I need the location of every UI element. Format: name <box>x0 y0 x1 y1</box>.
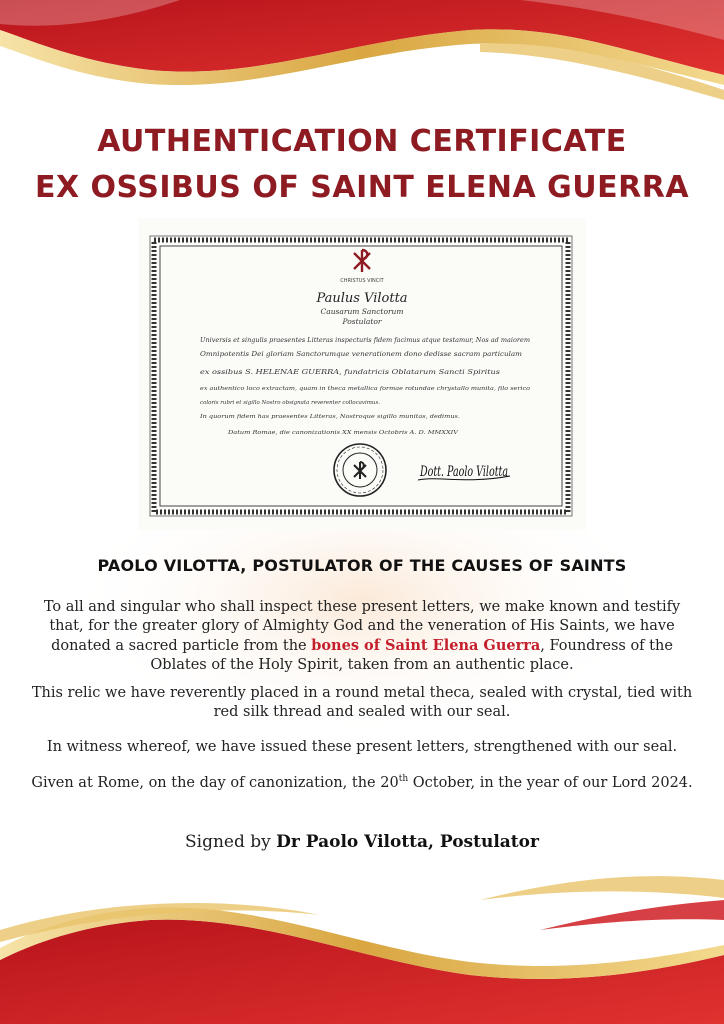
latin-line: Omnipotentis Dei gloriam Sanctorumque venerationem dono dedisse sacram particulam <box>200 350 522 358</box>
signature-prefix: Signed by <box>185 832 277 852</box>
handwritten-signature: Dott. Paolo Vilotta <box>419 464 508 480</box>
latin-line: ex ossibus S. HELENAE GUERRA, fundatricis Oblatarum Sancti Spiritus <box>200 368 501 376</box>
seal-motto: CHRISTUS VINCIT <box>340 278 384 284</box>
document-office-1: Causarum Sanctorum <box>320 307 404 316</box>
certificate-title-line2: EX OSSIBUS OF SAINT ELENA GUERRA <box>34 170 690 205</box>
p1-text-end: , Foundress of the Oblates of the Holy Spirit, taken from an authentic place. <box>150 638 673 673</box>
document-office-2: Postulator <box>342 317 382 326</box>
latin-line: coloris rubri et sigillo Nostro obsignata reverenter collocavimus. <box>200 400 381 406</box>
document-name: Paulus Vilotta <box>316 291 408 306</box>
postulator-subheading: PAOLO VILOTTA, POSTULATOR OF THE CAUSES OF SAINTS <box>97 556 627 575</box>
latin-line: In quorum fidem has praesentes Litteras, Nostroque sigillo munitas, dedimus. <box>198 414 461 420</box>
latin-line: Universis et singulis praesentes Litteras inspecturis fidem facimus atque testamur, Nos ad maiorem <box>200 336 530 344</box>
p1-text-start: To all and singular who shall inspect these present letters, we make known and testify that, for the greater glory of Almighty God and the veneration of His Saints, we have donated a sacred particle from the <box>43 599 681 654</box>
body-paragraph-4 <box>30 770 694 793</box>
body-paragraph-2: This relic we have reverently placed in a round metal theca, sealed with crystal, tied with red silk thread and sealed with our seal. <box>31 685 693 720</box>
p4-text-start: Given at Rome, on the day of canonization, the 20 <box>31 774 399 791</box>
document-date: Datum Romae, die canonizationis XX mensis Octobris A. D. MMXXIV <box>226 430 460 436</box>
latin-line: ex authentico loco extractam, quam in theca metallica formae rotundae chrystallo munita, filo serico <box>200 386 531 392</box>
signature-name: Dr Paolo Vilotta, Postulator <box>276 832 539 852</box>
body-paragraph-1 <box>30 598 694 675</box>
relic-highlight: bones of Saint Elena Guerra <box>311 637 541 654</box>
certificate-document-image <box>138 218 586 530</box>
body-paragraph-3: In witness whereof, we have issued these present letters, strengthened with our seal. <box>46 739 678 755</box>
p4-superscript: th <box>398 774 409 784</box>
signature-line <box>0 832 724 852</box>
p4-text-end: October, in the year of our Lord 2024. <box>408 774 693 791</box>
certificate-title-line1: AUTHENTICATION CERTIFICATE <box>97 124 627 159</box>
